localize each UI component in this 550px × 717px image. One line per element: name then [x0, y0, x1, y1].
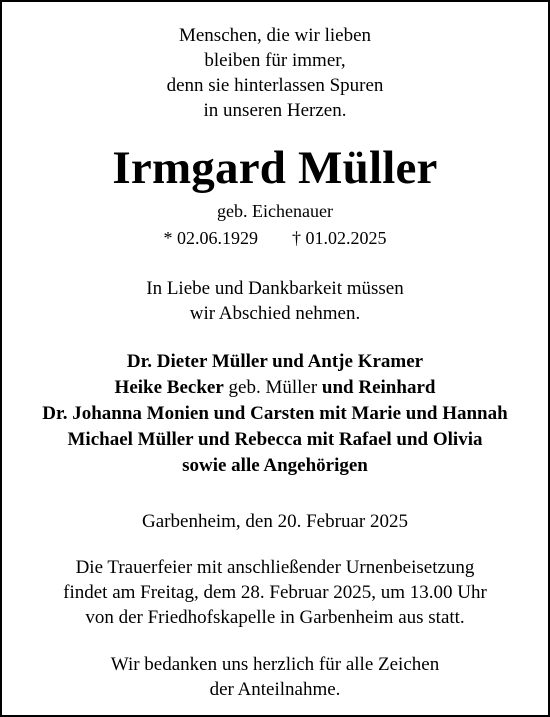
funeral-line: von der Friedhofskapelle in Garbenheim aus statt. — [85, 607, 465, 628]
funeral-line: findet am Freitag, dem 28. Februar 2025, um 13.00 Uhr — [63, 582, 487, 603]
funeral-line: Die Trauerfeier mit anschließender Urnenbeisetzung — [75, 557, 475, 578]
life-dates — [2, 227, 548, 249]
thanks-line: der Anteilnahme. — [209, 679, 341, 700]
poem-line: Menschen, die wir lieben — [178, 25, 372, 46]
mourner-name: Heike Becker — [114, 377, 224, 398]
deceased-name: Irmgard Müller — [112, 142, 438, 194]
farewell-line: wir Abschied nehmen. — [189, 303, 361, 324]
mourner-line: Dr. Dieter Müller und Antje Kramer — [126, 351, 424, 372]
mourner-name: und Reinhard — [321, 377, 436, 398]
mourner-line: sowie alle Angehörigen — [182, 455, 368, 476]
poem-line: bleiben für immer, — [204, 50, 346, 71]
birth-date: * 02.06.1929 — [163, 228, 258, 248]
mourner-maiden: geb. Müller — [223, 377, 322, 398]
thanks-line: Wir bedanken uns herzlich für alle Zeichen — [110, 654, 440, 675]
mourner-line — [2, 375, 548, 400]
mourner-line: Dr. Johanna Monien und Carsten mit Marie und Hannah — [42, 403, 508, 424]
place-date: Garbenheim, den 20. Februar 2025 — [142, 511, 408, 532]
poem-line: denn sie hinterlassen Spuren — [166, 75, 384, 96]
poem-line: in unseren Herzen. — [203, 100, 347, 121]
death-date: † 01.02.2025 — [292, 228, 387, 248]
mourner-line: Michael Müller und Rebecca mit Rafael und Olivia — [67, 429, 483, 450]
farewell-line: In Liebe und Dankbarkeit müssen — [146, 278, 404, 299]
maiden-name: geb. Eichenauer — [217, 201, 333, 221]
